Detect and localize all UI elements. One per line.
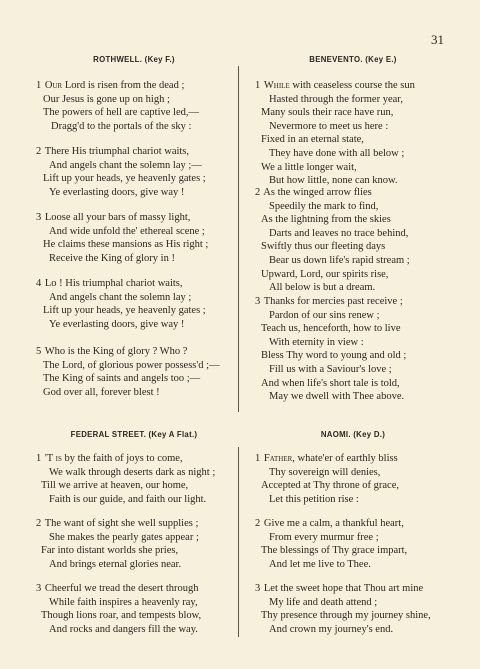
verse-line-text: with ceaseless course the sun: [289, 80, 415, 91]
verse-1: [250, 452, 399, 506]
hymn-naomi: [250, 430, 456, 635]
hymn-title: BENEVENTO. (Key E.): [309, 55, 397, 64]
verse-2: [31, 145, 206, 199]
verse-line: And crown my journey's end.: [269, 623, 394, 635]
verse-line: Many souls their race have run,: [261, 107, 394, 119]
verse-line: Teach us, henceforth, how to live: [261, 323, 401, 335]
verse-line: [31, 79, 199, 93]
verse-line-text: There His triumphal chariot waits,: [44, 146, 190, 157]
verse-line: And let me live to Thee.: [269, 558, 371, 570]
verse-2: [31, 517, 199, 571]
verse-line-text: Lo ! His triumphal chariot waits,: [44, 278, 183, 289]
column-divider-bottom: [238, 447, 239, 637]
verse-line-text: , whate'er of earthly bliss: [292, 453, 398, 464]
verse-line: The King of saints and angels too ;—: [43, 373, 201, 385]
verse-line-text: Lord is risen from the dead ;: [62, 80, 185, 91]
verse-line: [250, 79, 415, 93]
verse-line: Our Jesus is gone up on high ;: [43, 93, 170, 105]
verse-number: 2: [255, 187, 261, 198]
verse-line: Ye everlasting doors, give way !: [49, 318, 185, 330]
verse-line: Faith is our guide, and faith our light.: [49, 493, 207, 505]
hymn-rothwell: [31, 55, 237, 398]
verse-line-text: Loose all your bars of massy light,: [44, 212, 191, 223]
verse-number: 1: [36, 80, 42, 91]
verse-line: God over all, forever blest !: [43, 386, 160, 398]
verse-line: But how little, none can know.: [269, 175, 398, 187]
verse-line: Though lions roar, and tempests blow,: [41, 610, 202, 622]
verse-line: From every murmur free ;: [269, 531, 379, 543]
verse-line: And wide unfold the' ethereal scene ;: [49, 225, 205, 237]
verse-line: Lift up your heads, ye heavenly gates ;: [43, 173, 206, 185]
verse-4: [31, 277, 206, 331]
verse-line: And when life's short tale is told,: [261, 377, 400, 389]
verse-line: Thy sovereign will denies,: [269, 466, 381, 478]
verse-number: 5: [36, 346, 42, 357]
verse-number: 3: [36, 212, 42, 223]
verse-line-text: Let the sweet hope that Thou art mine: [263, 583, 424, 594]
verse-line: Upward, Lord, our spirits rise,: [261, 268, 389, 280]
verse-line: [31, 145, 206, 159]
verse-1: [250, 79, 415, 188]
verse-number: 2: [36, 146, 42, 157]
verse-line: All below is but a dream.: [269, 282, 376, 294]
verse-line: Far into distant worlds she pries,: [41, 545, 179, 557]
verse-line-text: Give me a calm, a thankful heart,: [263, 518, 404, 529]
verse-3: [31, 582, 201, 636]
verse-line: My life and death attend ;: [269, 596, 378, 608]
verse-number: 3: [255, 296, 261, 307]
verse-line: [31, 452, 215, 466]
verse-5: [31, 345, 220, 399]
verse-line: Receive the King of glory in !: [49, 252, 175, 264]
verse-line: She makes the pearly gates appear ;: [49, 531, 199, 543]
verse-line: [31, 277, 206, 291]
verse-line: [250, 186, 410, 200]
verse-3: [31, 211, 208, 265]
verse-line: Bear us down life's rapid stream ;: [269, 254, 410, 266]
verse-first-word: 'T is: [44, 453, 62, 464]
verse-line: Thy presence through my journey shine,: [261, 610, 431, 622]
verse-2: [250, 517, 407, 571]
verse-number: 1: [36, 453, 42, 464]
verse-line: And angels chant the solemn lay ;—: [49, 159, 202, 171]
verse-line: [250, 517, 407, 531]
verse-line: Bless Thy word to young and old ;: [261, 350, 407, 362]
hymn-title: ROTHWELL. (Key F.): [93, 55, 175, 64]
verse-number: 1: [255, 453, 261, 464]
verse-line: Lift up your heads, ye heavenly gates ;: [43, 305, 206, 317]
verse-first-word: While: [263, 80, 290, 91]
verse-line: He claims these mansions as His right ;: [43, 239, 209, 251]
verse-line: Dragg'd to the portals of the sky :: [51, 120, 192, 132]
verse-line: The Lord, of glorious power possess'd ;—: [43, 359, 220, 371]
verse-3: [250, 295, 406, 404]
verse-line-text: As the winged arrow flies: [263, 187, 372, 198]
verse-line: While faith inspires a heavenly ray,: [49, 596, 198, 608]
verse-line: [250, 582, 431, 596]
verse-line-text: by the faith of joys to come,: [61, 453, 183, 464]
verse-line: Swiftly thus our fleeting days: [261, 241, 386, 253]
verse-1: [31, 79, 199, 133]
verse-line: Speedily the mark to find,: [269, 200, 379, 212]
verse-line: [250, 295, 406, 309]
verse-number: 2: [36, 518, 42, 529]
hymn-benevento: [250, 55, 456, 403]
verse-line: Darts and leaves no trace behind,: [269, 227, 409, 239]
hymn-federal-street: [31, 430, 237, 635]
hymn-title: NAOMI. (Key D.): [320, 430, 386, 439]
verse-number: 3: [255, 583, 261, 594]
verse-line: [31, 345, 220, 359]
verse-line: Let this petition rise :: [269, 493, 359, 505]
verse-line: Nevermore to meet us here :: [269, 120, 389, 132]
verse-line: As the lightning from the skies: [261, 214, 391, 226]
hymn-title: FEDERAL STREET. (Key A Flat.): [70, 430, 198, 439]
verse-line: We a little longer wait,: [261, 161, 357, 173]
verse-line: Accepted at Thy throne of grace,: [261, 480, 399, 492]
verse-line-text: Thanks for mercies past receive ;: [263, 296, 403, 307]
verse-number: 2: [255, 518, 261, 529]
verse-line-text: The want of sight she well supplies ;: [44, 518, 199, 529]
verse-line: We walk through deserts dark as night ;: [49, 466, 216, 478]
verse-line: With eternity in view :: [269, 336, 364, 348]
verse-number: 4: [36, 278, 42, 289]
verse-line: And angels chant the solemn lay ;: [49, 291, 192, 303]
verse-2: [250, 186, 410, 295]
verse-number: 3: [36, 583, 42, 594]
verse-line: [31, 211, 208, 225]
verse-line: [31, 582, 201, 596]
verse-number: 1: [255, 80, 261, 91]
verse-line: Till we arrive at heaven, our home,: [41, 480, 189, 492]
page-number: 31: [431, 32, 444, 47]
verse-line: And brings eternal glories near.: [49, 558, 182, 570]
verse-line: May we dwell with Thee above.: [269, 391, 405, 403]
verse-line: The powers of hell are captive led,—: [43, 107, 199, 119]
verse-line-text: Cheerful we tread the desert through: [44, 583, 199, 594]
verse-line: Fill us with a Saviour's love ;: [269, 363, 392, 375]
verse-line: Pardon of our sins renew ;: [269, 309, 380, 321]
verse-line: [250, 452, 399, 466]
verse-3: [250, 582, 431, 636]
verse-first-word: Father: [263, 453, 293, 464]
verse-line: [31, 517, 199, 531]
verse-1: [31, 452, 215, 506]
verse-line: Ye everlasting doors, give way !: [49, 186, 185, 198]
verse-line: They have done with all below ;: [269, 147, 405, 159]
verse-line: Hasted through the former year,: [269, 93, 403, 105]
verse-line: Fixed in an eternal state,: [261, 134, 364, 146]
verse-line: And rocks and dangers fill the way.: [49, 623, 198, 635]
verse-line-text: Who is the King of glory ? Who ?: [44, 346, 188, 357]
verse-first-word: Our: [44, 80, 63, 91]
column-divider-top: [238, 66, 239, 412]
verse-line: The blessings of Thy grace impart,: [261, 545, 408, 557]
